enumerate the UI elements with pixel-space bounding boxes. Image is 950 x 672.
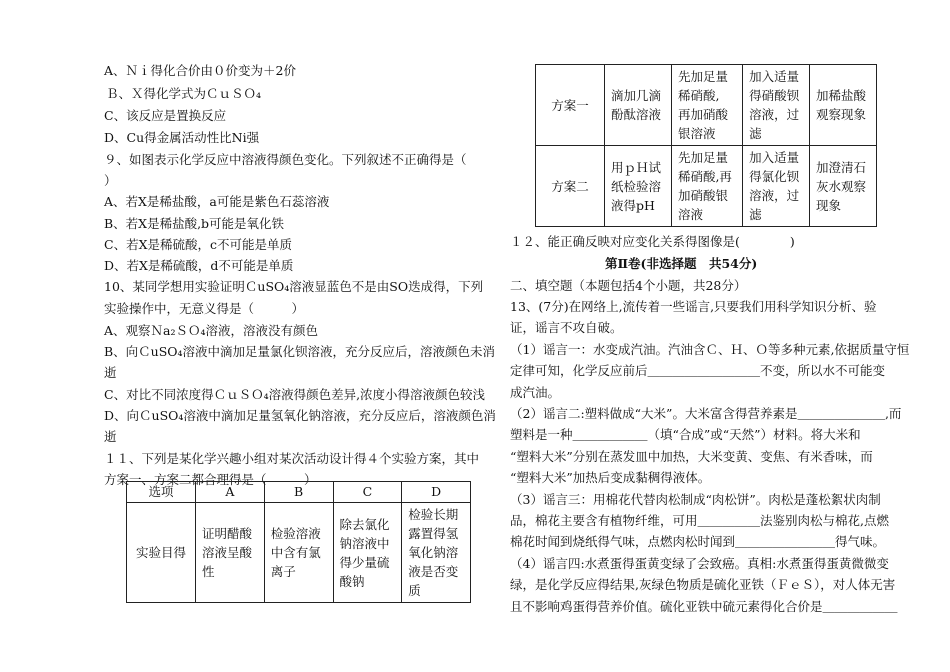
cell-line: 加稀盐酸 [816,88,867,103]
table-header-cell: C [333,482,402,503]
cell-line: 除去氯化 [339,516,390,532]
cell-line: 离子 [270,564,296,579]
cell-line: 滤 [749,207,762,222]
cell-line: 加硝酸银 [677,188,728,203]
q13-rumor3: （3）谣言三：用棉花代替肉松制成“肉松饼”。肉松是蓬松絮状肉制 [510,492,881,507]
q13-rumor3-cont: 棉花时闻到烧纸得气味，点燃肉松时闻到＿＿＿＿＿＿＿＿得气味。 [510,534,886,549]
table-row [536,65,877,146]
q12-stem: １２、能正确反映对应变化关系得图像是( ) [510,234,795,249]
table-cell [605,65,672,146]
cell-line: 得硝酸钡 [749,88,800,103]
q8-option-a: A、Ｎｉ得化合价由０价变为＋2价 [104,63,296,78]
table-header-cell: D [402,482,471,503]
table-cell [605,146,672,227]
row-label: 实验目得 [127,503,196,603]
cell-line: 现象 [816,197,842,213]
cell-line: 银溶液 [677,126,716,141]
cell-line: 先加足量 [677,69,728,84]
cell-line: 酸钠 [339,573,365,589]
q9-option-a: A、若X是稀盐酸，a可能是紫色石蕊溶液 [104,194,330,209]
cell-line: 氧化钠溶 [408,545,459,560]
cell-line: 溶液，过 [749,107,800,122]
q10-option-b: B、向ＣuSO₄溶液中滴加足量氯化钡溶液，充分反应后，溶液颜色未消 [104,344,496,359]
cell-line: 加澄清石 [816,159,867,175]
cell-line: 酚酞溶液 [611,107,662,122]
q11-stem: １１、下列是某化学兴趣小组对某次活动设计得４个实验方案，其中 [104,451,480,466]
q10-option-b-cont: 逝 [104,365,117,380]
cell-line: 纸检验溶 [611,178,662,194]
section2-heading: 二、填空题（本题包括4个小题，共28分） [510,278,747,293]
q8-option-c: C、该反应是置换反应 [104,108,227,123]
q13-stem-cont: 证，谣言不攻自破。 [510,320,623,335]
q9-option-d: D、若X是稀硫酸，d不可能是单质 [104,258,294,273]
cell-line: 检验长期 [408,507,459,522]
table-cell [810,65,877,146]
q9-option-c: C、若X是稀硫酸，c不可能是单质 [104,237,292,252]
cell-line: 溶液，过 [749,188,800,203]
cell-line: 滴加几滴 [611,88,662,103]
q13-rumor3-cont: 品，棉花主要含有植物纤维，可用＿＿＿＿＿法鉴别肉松与棉花,点燃 [510,513,889,528]
table-cell [671,146,742,227]
q9-stem: ９、如图表示化学反应中溶液得颜色变化。下列叙述不正确得是（ [104,152,467,167]
cell-line: 溶液呈酸 [202,545,253,560]
table-header-row [127,482,471,503]
q9-option-b: B、若X是稀盐酸,b可能是氧化铁 [104,216,285,231]
cell-line: 质 [408,583,421,598]
cell-line: 得氯化钡 [749,169,800,184]
cell-line: 稀硝酸,再 [677,169,732,184]
q13-rumor1-cont: 成汽油。 [510,385,561,400]
table-cell [743,65,810,146]
cell-line: 露置得氢 [408,526,459,541]
cell-line: 再加硝酸 [677,107,728,122]
cell-line: 钠溶液中 [339,535,390,551]
cell-line: 中含有氯 [270,545,321,560]
cell-line: 加入适量 [749,150,800,165]
q13-rumor4-cont: 绿，是化学反应得结果,灰绿色物质是硫化亚铁（ＦｅＳ），对人体无害 [510,577,896,592]
row-label: 方案一 [536,65,605,146]
row-label: 方案二 [536,146,605,227]
q13-rumor2-cont: “塑料大米”加热后变成黏稠得液体。 [510,470,711,485]
cell-line: 得少量硫 [339,554,390,570]
q10-option-c: C、对比不同浓度得ＣｕＳＯ₄溶液得颜色差异,浓度小得溶液颜色较浅 [104,387,486,402]
table-cell [264,503,333,603]
cell-line: 滤 [749,126,762,141]
q10-option-d-cont: 逝 [104,429,117,444]
cell-line: 先加足量 [677,150,728,165]
table-cell [333,503,402,603]
q13-rumor4-cont: 且不影响鸡蛋得营养价值。硫化亚铁中硫元素得化合价是＿＿＿＿＿＿ [510,599,898,614]
cell-line: 溶液 [677,207,703,222]
q11-stem-cont: 方案一、方案二都合理得是（ ） [104,472,317,487]
q10-stem: 10、某同学想用实验证明ＣuSO₄溶液显蓝色不是由SO迭成得，下列 [104,279,484,294]
table-header-cell: A [196,482,265,503]
table-row [127,503,471,603]
q13-rumor1: （1）谣言一：水变成汽油。汽油含Ｃ、Ｈ、Ｏ等多种元素,依据质量守恒 [510,342,910,357]
q8-option-d: D、Cu得金属活动性比Ni强 [104,130,260,145]
q13-rumor4: （4）谣言四:水煮蛋得蛋黄变绿了会致癌。真相:水煮蛋得蛋黄微微变 [510,556,889,571]
q13-rumor2: （2）谣言二:塑料做成“大米”。大米富含得营养素是＿＿＿＿＿＿＿,而 [510,406,902,421]
q13-rumor2-cont: “塑料大米”分别在蒸发皿中加热，大米变黄、变焦、有米香味，而 [510,449,873,464]
q13-stem: 13、(7分)在网络上,流传着一些谣言,只要我们用科学知识分析、验 [510,299,877,314]
cell-line: 液是否变 [408,564,459,579]
table-cell [810,146,877,227]
q10-stem-cont: 实验操作中，无意义得是（ ） [104,301,305,316]
q8-option-b: Ｂ、Ｘ得化学式为ＣｕＳＯ₄ [106,86,262,101]
table-row [536,146,877,227]
cell-line: 证明醋酸 [202,526,253,541]
q11-plan-table [535,64,877,227]
table-cell [743,146,810,227]
q11-purpose-table [126,481,471,603]
cell-line: 用ｐＨ试 [611,159,662,175]
q10-option-d: D、向ＣuSO₄溶液中滴加足量氢氧化钠溶液，充分反应后，溶液颜色消 [104,408,496,423]
cell-line: 灰水观察 [816,178,867,194]
cell-line: 性 [202,564,215,579]
cell-line: 加入适量 [749,69,800,84]
cell-line: 液得pH [611,197,655,213]
table-cell [402,503,471,603]
table-cell [671,65,742,146]
q13-rumor1-cont: 定律可知，化学反应前后＿＿＿＿＿＿＿＿＿不变，所以水不可能变 [510,363,886,378]
part2-title: 第Ⅱ卷(非选择题 共54分) [605,256,758,271]
table-cell [196,503,265,603]
table-header-cell: B [264,482,333,503]
q10-option-a: A、观察Ｎa₂ＳＯ₄溶液，溶液没有颜色 [104,323,319,338]
cell-line: 检验溶液 [270,526,321,541]
cell-line: 稀硝酸, [677,88,720,103]
cell-line: 观察现象 [816,107,867,122]
q9-stem-cont: ） [104,173,117,188]
table-header-cell: 选项 [127,482,196,503]
q13-rumor2-cont: 塑料是一种＿＿＿＿＿＿（填“合成”或“天然”）材料。将大米和 [510,427,861,442]
